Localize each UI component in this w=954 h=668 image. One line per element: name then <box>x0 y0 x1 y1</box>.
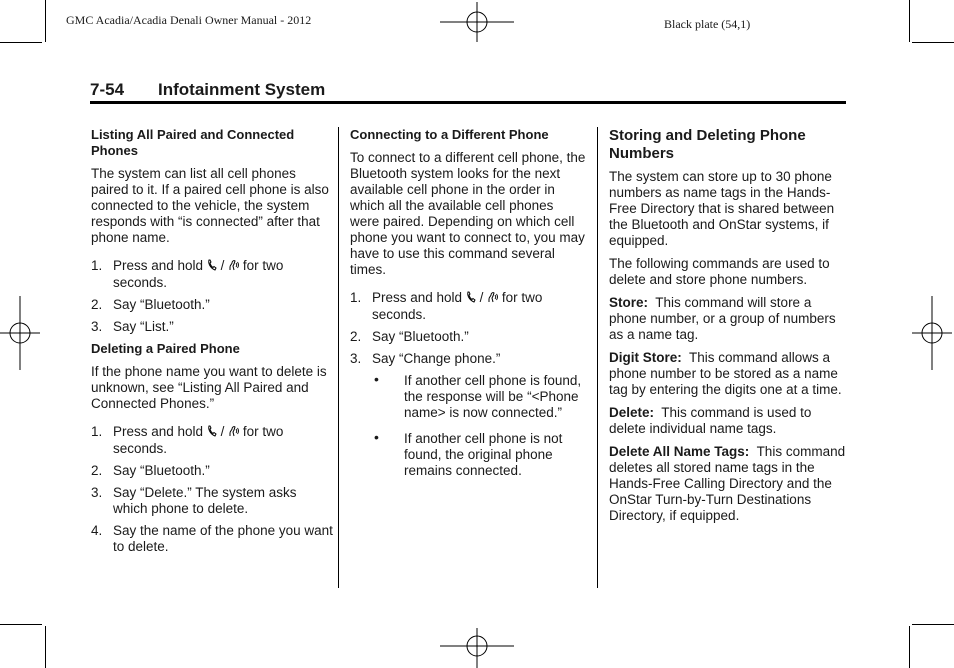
bullet-item: • If another cell phone is not found, the original phone remains connected. <box>374 429 563 478</box>
manual-title: GMC Acadia/Acadia Denali Owner Manual - 2012 <box>66 13 312 27</box>
list-item: 4. Say the name of the phone you want to delete. <box>91 523 333 554</box>
steps-list <box>91 424 333 555</box>
column-2 <box>350 127 586 485</box>
section-heading <box>90 80 325 100</box>
registration-mark-left <box>0 296 40 370</box>
list-item: 1. Press and hold / for two seconds. <box>350 290 543 322</box>
command-store: Store: This command will store a phone number, or a group of numbers as a name tag. <box>609 295 836 342</box>
list-item: 2. Say “Bluetooth.” <box>91 297 210 312</box>
list-item: 1. Press and hold / for two seconds. <box>91 424 284 456</box>
heading-storing-numbers: Storing and Deleting Phone Numbers <box>609 127 806 162</box>
bullet-glyph: • <box>374 429 379 445</box>
crop-mark <box>0 42 42 43</box>
heading-listing-phones: Listing All Paired and Connected Phones <box>91 127 295 158</box>
paragraph: If the phone name you want to delete is unknown, see “Listing All Paired and Connected Phones.” <box>91 364 327 411</box>
list-item: 1. Press and hold / for two seconds. <box>91 258 284 290</box>
crop-mark <box>912 624 954 625</box>
crop-mark <box>45 626 46 668</box>
column-divider <box>338 127 339 588</box>
paragraph: The system can store up to 30 phone numbers as name tags in the Hands-Free Directory that is shared between the Bluetooth and OnStar systems, if equipped. <box>609 169 835 248</box>
page-number: 7-54 <box>90 80 125 99</box>
voice-command-icon <box>487 291 498 307</box>
push-to-talk-icon <box>207 425 217 441</box>
plate-label: Black plate (54,1) <box>664 17 751 31</box>
registration-mark-bottom <box>440 628 514 668</box>
list-item: 3. Say “Delete.” The system asks which phone to delete. <box>91 485 297 516</box>
paragraph: The following commands are used to delete and store phone numbers. <box>609 256 830 287</box>
heading-deleting-phone: Deleting a Paired Phone <box>91 341 240 356</box>
command-digit-store: Digit Store: This command allows a phone number to be stored as a name tag by entering the digits one at a time. <box>609 350 842 397</box>
paragraph: The system can list all cell phones paired to it. If a paired cell phone is also connected to the vehicle, the system responds with “is connected” after that phone name. <box>91 166 329 245</box>
crop-mark <box>912 42 954 43</box>
list-item: 3. Say “List.” <box>91 319 174 334</box>
steps-list <box>350 290 586 367</box>
list-item: 2. Say “Bluetooth.” <box>91 463 210 478</box>
heading-connecting-phone: Connecting to a Different Phone <box>350 127 549 142</box>
bullet-glyph: • <box>374 371 379 387</box>
crop-mark <box>0 624 42 625</box>
bullet-item: • If another cell phone is found, the response will be “<Phone name> is now connected.” <box>374 371 582 420</box>
crop-mark <box>45 0 46 42</box>
column-divider <box>597 127 598 588</box>
push-to-talk-icon <box>466 291 476 307</box>
section-title: Infotainment System <box>158 80 326 99</box>
crop-mark <box>909 0 910 42</box>
voice-command-icon <box>228 425 239 441</box>
column-3 <box>609 127 847 531</box>
list-item: 3. Say “Change phone.” <box>350 351 501 366</box>
column-1 <box>91 127 333 561</box>
steps-list <box>91 258 333 335</box>
crop-mark <box>909 626 910 668</box>
paragraph: To connect to a different cell phone, the Bluetooth system looks for the next available cell phone in the order in which all the available cell phones were paired. Depending on which cell phone you want to connect to, you may have to use this command several times. <box>350 150 586 277</box>
section-rule <box>90 101 846 104</box>
registration-mark-top <box>440 2 514 42</box>
command-delete-all: Delete All Name Tags: This command deletes all stored name tags in the Hands-Free Calling Directory and the OnStar Turn-by-Turn Destinations Directory, if equipped. <box>609 444 846 523</box>
command-delete: Delete: This command is used to delete individual name tags. <box>609 405 812 436</box>
push-to-talk-icon <box>207 259 217 275</box>
bullet-list <box>350 373 586 479</box>
registration-mark-right <box>912 296 952 370</box>
voice-command-icon <box>228 259 239 275</box>
list-item: 2. Say “Bluetooth.” <box>350 329 469 344</box>
